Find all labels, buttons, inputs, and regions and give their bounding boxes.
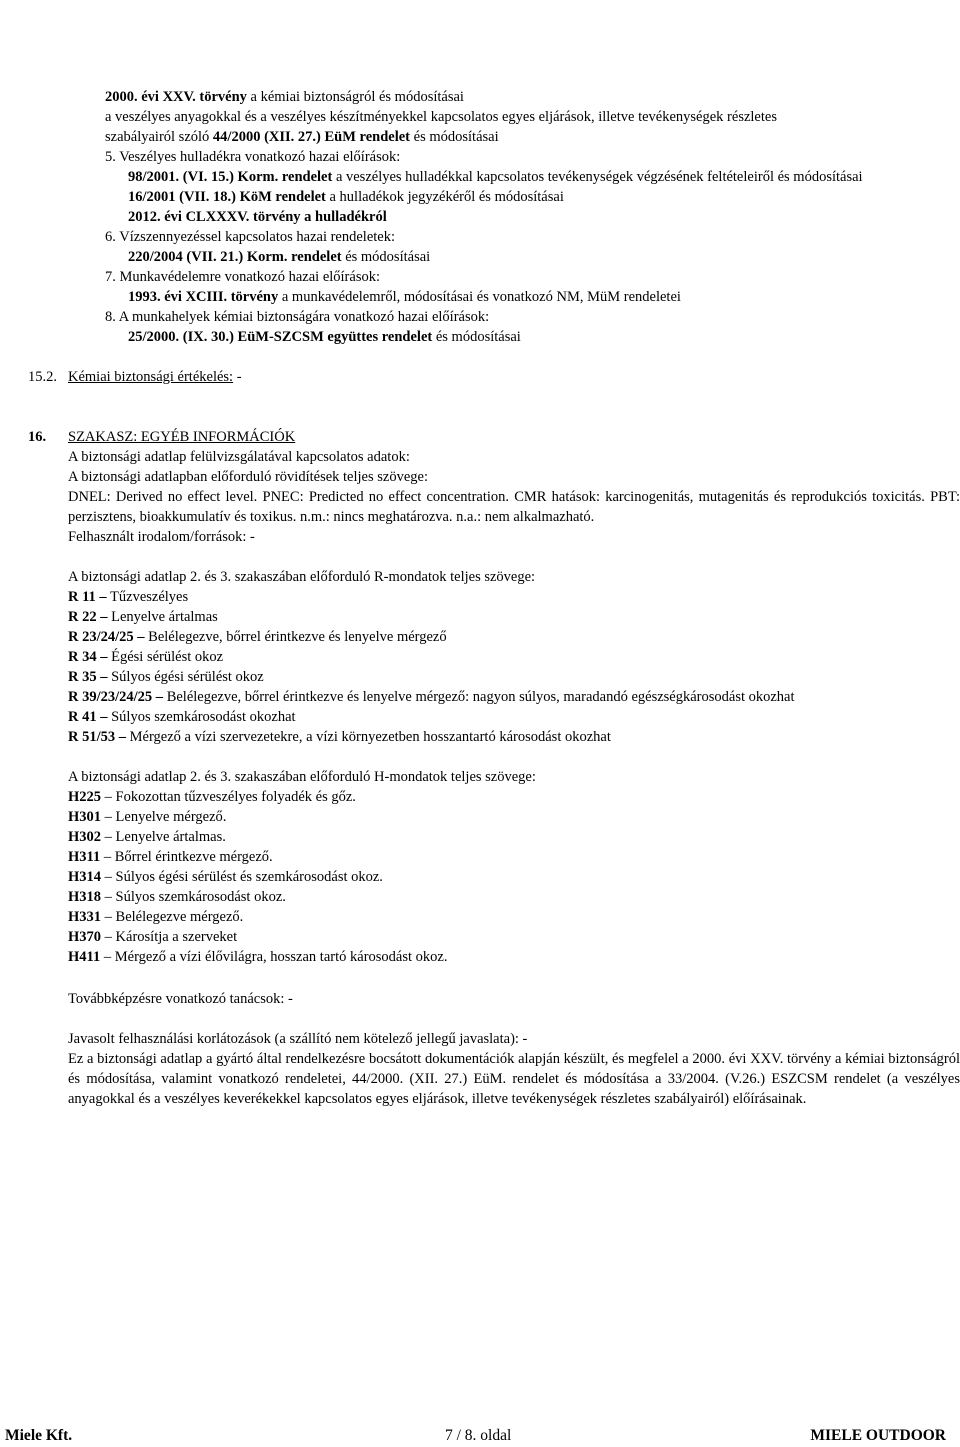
training-advice: Továbbképzésre vonatkozó tanácsok: - <box>68 991 293 1007</box>
reg-item-6a: 220/2004 (VII. 21.) Korm. rendelet és módosításai <box>128 249 431 265</box>
r-phrase: R 35 – Súlyos égési sérülést okoz <box>68 669 264 685</box>
h-statement: H311 – Bőrrel érintkezve mérgező. <box>68 849 273 865</box>
r-phrase: R 11 – Tűzveszélyes <box>68 589 189 605</box>
reg-item-5a: 98/2001. (VI. 15.) Korm. rendelet a veszélyes hulladékkal kapcsolatos tevékenységek végzésének feltételeiről és módosításai <box>128 169 863 185</box>
r-phrase: R 51/53 – Mérgező a vízi szervezetekre, a vízi környezetben hosszantartó károsodást okozhat <box>68 729 611 745</box>
created-date: Elkészítés időpontja: 2013. április 30. <box>5 2 253 19</box>
h-statement: H302 – Lenyelve ártalmas. <box>68 829 226 845</box>
h-statement: H225 – Fokozottan tűzveszélyes folyadék és gőz. <box>68 789 356 805</box>
section-16-number: 16. <box>28 429 47 445</box>
compliance-statement: Ez a biztonsági adatlap a gyártó által rendelkezésre bocsátott dokumentációk alapján készült, és megfelel a 2000. évi XXV. törvény a kémiai biztonságról és módosítása, valamint vonatkozó rendeletei, 44/2000. (XII. 27.) EüM. rendelet és módosítása a 33/2004. (V.26.) ESZCSM rendelet (a veszélyes anyagokkal és a veszélyes keverékekkel kapcsolatos egyes eljárások, illetve tevékenységek részletes szabályairól) előírásainak. <box>68 1051 960 1107</box>
h-statement: H370 – Károsítja a szerveket <box>68 929 238 945</box>
reg-item-7a: 1993. évi XCIII. törvény a munkavédelemről, módosításai és vonatkozó NM, MüM rendeletei <box>128 289 681 305</box>
r-phrase: R 41 – Súlyos szemkárosodást okozhat <box>68 709 296 725</box>
reg-line-2: a veszélyes anyagokkal és a veszélyes készítményekkel kapcsolatos egyes eljárások, illetve tevékenységek részletes <box>105 109 777 125</box>
h-statements-intro: A biztonsági adatlap 2. és 3. szakaszában előforduló H-mondatok teljes szövege: <box>68 769 536 785</box>
footer-company: Miele Kft. <box>5 1427 73 1444</box>
h-statement: H301 – Lenyelve mérgező. <box>68 809 227 825</box>
reg-item-5b: 16/2001 (VII. 18.) KöM rendelet a hulladékok jegyzékéről és módosításai <box>128 189 564 205</box>
reg-item-8: 8. A munkahelyek kémiai biztonságára vonatkozó hazai előírások: <box>105 309 490 325</box>
header-url[interactable]: http://www.biztonsagiadatlap.hu <box>757 22 952 38</box>
page-header <box>0 0 960 58</box>
revision-date: Felülvizsgálat időpontja: - <box>5 20 175 37</box>
header-meta <box>5 2 253 56</box>
section-16-title: SZAKASZ: EGYÉB INFORMÁCIÓK <box>68 429 296 445</box>
r-phrase: R 39/23/24/25 – Belélegezve, bőrrel érintkezve és lenyelve mérgező: nagyon súlyos, maradandó egészségkárosodást okozhat <box>68 689 795 705</box>
section-15-2-heading: Kémiai biztonsági értékelés: - <box>68 369 242 385</box>
r-phrase: R 22 – Lenyelve ártalmas <box>68 609 218 625</box>
reg-item-8a: 25/2000. (IX. 30.) EüM-SZCSM együttes rendelet és módosításai <box>128 329 521 345</box>
section-15-2-number: 15.2. <box>28 369 57 385</box>
reg-item-5: 5. Veszélyes hulladékra vonatkozó hazai előírások: <box>105 149 401 165</box>
r-phrase: R 34 – Égési sérülést okoz <box>68 649 224 665</box>
h-statement: H411 – Mérgező a vízi élővilágra, hosszan tartó károsodást okoz. <box>68 949 448 965</box>
reg-line-3: szabályairól szóló 44/2000 (XII. 27.) EüM rendelet és módosításai <box>105 129 499 145</box>
reg-item-6: 6. Vízszennyezéssel kapcsolatos hazai rendeletek: <box>105 229 396 245</box>
version-number: Verziószám: 1 <box>5 38 100 55</box>
r-phrases-intro: A biztonsági adatlap 2. és 3. szakaszában előforduló R-mondatok teljes szövege: <box>68 569 536 585</box>
reg-item-7: 7. Munkavédelemre vonatkozó hazai előírások: <box>105 269 380 285</box>
literature-label: Felhasznált irodalom/források: - <box>68 529 255 545</box>
footer-brand: MIELE OUTDOOR <box>810 1427 946 1444</box>
h-statement: H318 – Súlyos szemkárosodást okoz. <box>68 889 286 905</box>
footer-page-number: 7 / 8. oldal <box>445 1427 512 1444</box>
h-statement: H314 – Súlyos égési sérülést és szemkárosodást okoz. <box>68 869 383 885</box>
abbreviations-text: DNEL: Derived no effect level. PNEC: Predicted no effect concentration. CMR hatások: karcinogenitás, mutagenitás és reprodukciós toxicitás. PBT: perzisztens, bioakkumulatív és toxikus. n.m.: nincs meghatározva. n.a.: nem alkalmazható. <box>68 489 960 525</box>
reg-line-1: 2000. évi XXV. törvény a kémiai biztonságról és módosításai <box>105 89 464 105</box>
review-data-label: A biztonsági adatlap felülvizsgálatával kapcsolatos adatok: <box>68 449 410 465</box>
h-statement: H331 – Belélegezve mérgező. <box>68 909 244 925</box>
use-restrictions: Javasolt felhasználási korlátozások (a szállító nem kötelező jellegű javaslata): - <box>68 1031 528 1047</box>
abbreviations-label: A biztonsági adatlapban előforduló rövidítések teljes szövege: <box>68 469 428 485</box>
reg-item-5c: 2012. évi CLXXXV. törvény a hulladékról <box>128 209 387 225</box>
r-phrase: R 23/24/25 – Belélegezve, bőrrel érintkezve és lenyelve mérgező <box>68 629 447 645</box>
